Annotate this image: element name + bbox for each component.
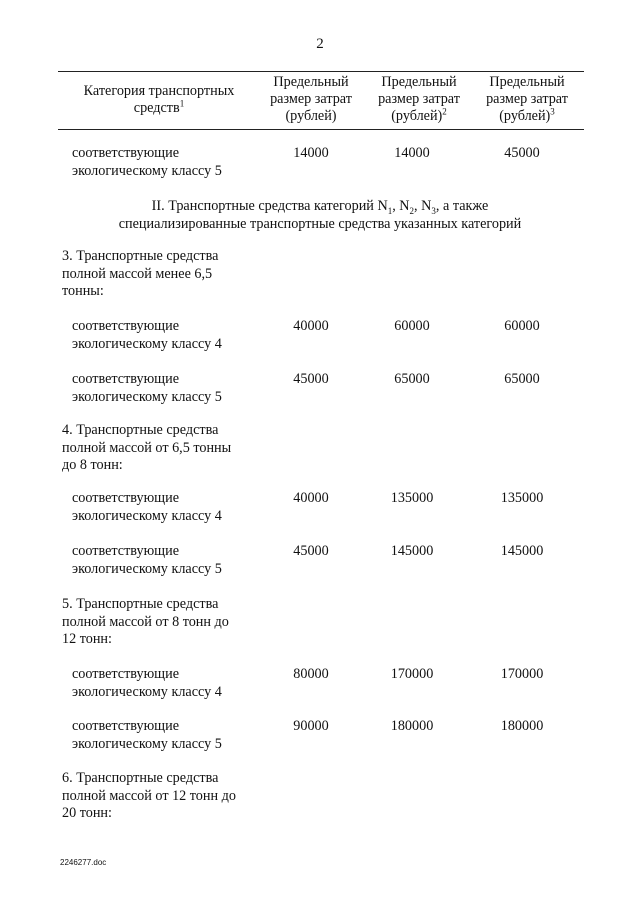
header-category-text: Категория транспортных средств <box>83 83 235 116</box>
table-cell-value: 45000 <box>504 145 540 161</box>
section-heading-text: , N <box>414 198 432 214</box>
table-row-label: соответствующие экологическому классу 4 <box>72 318 222 352</box>
table-cell-value: 135000 <box>390 490 434 506</box>
group-title: 6. Транспортные средства полной массой от 12 тонн до 20 тонн: <box>62 770 236 821</box>
subscript: 1 <box>387 205 393 216</box>
table-cell-value: 60000 <box>394 318 430 334</box>
header-limit-1 <box>262 74 360 125</box>
header-limit-1-text: Предельный размер затрат (рублей) <box>270 74 352 124</box>
table-top-rule <box>58 71 584 72</box>
table-cell-value: 45000 <box>293 543 329 559</box>
section-heading-text: , а также <box>435 198 489 214</box>
table-cell-value: 40000 <box>293 318 329 334</box>
table-cell-value: 65000 <box>504 371 540 387</box>
table-cell-value: 40000 <box>293 490 329 506</box>
table-cell-value: 145000 <box>500 543 544 559</box>
subscript: 3 <box>431 205 436 216</box>
section-heading <box>0 197 640 233</box>
table-cell-value: 145000 <box>390 543 434 559</box>
header-limit-2 <box>369 74 469 125</box>
table-cell-value: 65000 <box>394 371 430 387</box>
table-cell-value: 80000 <box>293 666 329 682</box>
table-row-label: соответствующие экологическому классу 4 <box>72 490 222 524</box>
section-heading-text: , N <box>392 198 410 214</box>
header-limit-3 <box>477 74 577 125</box>
table-cell-value: 170000 <box>500 666 544 682</box>
table-cell-value: 180000 <box>500 718 544 734</box>
group-title: 4. Транспортные средства полной массой от 6,5 тонны до 8 тонн: <box>62 422 232 473</box>
table-cell-value: 90000 <box>293 718 329 734</box>
group-title: 3. Транспортные средства полной массой менее 6,5 тонны: <box>62 248 219 299</box>
header-bottom-rule <box>58 129 584 130</box>
group-title: 5. Транспортные средства полной массой от 8 тонн до 12 тонн: <box>62 596 229 647</box>
section-heading-text: II. Транспортные средства категорий N <box>151 198 388 214</box>
table-cell-value: 14000 <box>293 145 329 161</box>
header-limit-3-text: Предельный размер затрат (рублей) <box>486 74 568 124</box>
document-footer: 2246277.doc <box>60 858 107 867</box>
table-cell-value: 14000 <box>394 145 430 161</box>
page-number: 2 <box>316 36 324 52</box>
table-cell-value: 60000 <box>504 318 540 334</box>
header-limit-2-footnote: 2 <box>442 106 447 117</box>
header-category-footnote: 1 <box>179 98 185 109</box>
table-row-label: соответствующие экологическому классу 5 <box>72 371 222 405</box>
table-row-label: соответствующие экологическому классу 5 <box>72 543 222 577</box>
header-limit-3-footnote: 3 <box>550 106 555 117</box>
table-cell-value: 45000 <box>293 371 329 387</box>
table-row-label: соответствующие экологическому классу 4 <box>72 666 222 700</box>
table-row-label: соответствующие экологическому классу 5 <box>72 145 222 179</box>
table-cell-value: 135000 <box>500 490 544 506</box>
header-limit-2-text: Предельный размер затрат (рублей) <box>378 74 460 124</box>
subscript: 2 <box>409 205 415 216</box>
table-cell-value: 180000 <box>390 718 434 734</box>
table-cell-value: 170000 <box>390 666 434 682</box>
table-row-label: соответствующие экологическому классу 5 <box>72 718 222 752</box>
header-category <box>64 83 254 117</box>
section-heading-text: специализированные транспортные средства указанных категорий <box>118 216 522 232</box>
